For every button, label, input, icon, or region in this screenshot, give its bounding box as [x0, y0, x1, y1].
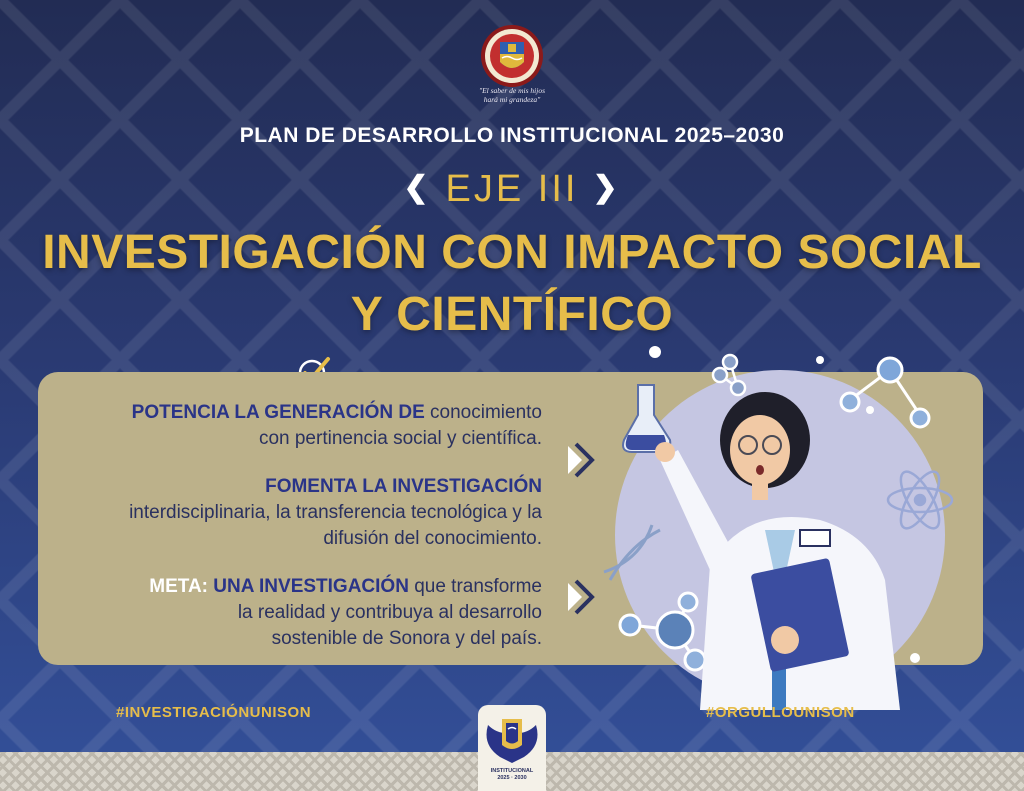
- university-seal-icon: [480, 24, 544, 88]
- item-1-line-2: con pertinencia social y científica.: [258, 428, 542, 449]
- item-investigacion: [42, 474, 542, 552]
- hashtag-orgullo: #ORGULLOUNISON: [706, 704, 855, 721]
- motto-line-1: "El saber de mis hijos: [478, 86, 546, 95]
- item-3-line-2: la realidad y contribuya al desarrollo: [237, 602, 542, 623]
- crest-label-line-2: 2025 · 2030: [497, 775, 527, 781]
- item-3-lead: UNA INVESTIGACIÓN: [213, 576, 409, 597]
- item-3-line-3: sostenible de Sonora y del país.: [271, 628, 542, 649]
- item-2-line-2: difusión del conocimiento.: [323, 528, 542, 549]
- main-title-line-1: INVESTIGACIÓN CON IMPACTO SOCIAL: [42, 226, 982, 279]
- scientist-illustration: [580, 340, 980, 710]
- crest-label: [478, 768, 546, 782]
- eje-label: EJE III: [445, 168, 579, 210]
- item-2-line-1: interdisciplinaria, la transferencia tecnológica y la: [129, 502, 542, 523]
- crest-label-line-1: INSTITUCIONAL: [490, 768, 534, 774]
- eje-heading: [0, 168, 1024, 211]
- item-1-lead: POTENCIA LA GENERACIÓN DE: [131, 402, 425, 423]
- item-meta: [42, 574, 542, 652]
- bubble: [649, 346, 661, 358]
- name-badge: [800, 530, 830, 546]
- item-3-line-1: que transforme: [414, 576, 542, 597]
- motto-line-2: hará mi grandeza": [483, 95, 541, 104]
- university-motto: [452, 86, 572, 104]
- pdi-crest-icon: [478, 705, 546, 767]
- bubble: [816, 356, 824, 364]
- chevron-left-icon: ❮: [403, 171, 432, 204]
- meta-label: META:: [149, 576, 208, 597]
- item-generacion: [42, 400, 542, 452]
- hand: [655, 442, 675, 462]
- item-2-lead: FOMENTA LA INVESTIGACIÓN: [265, 476, 542, 497]
- hashtag-investigacion: #INVESTIGACIÓNUNISON: [116, 704, 312, 721]
- chevron-right-icon: ❯: [592, 171, 621, 204]
- plan-title: PLAN DE DESARROLLO INSTITUCIONAL 2025–2030: [239, 124, 785, 147]
- main-title: [0, 222, 1024, 346]
- main-title-line-2: Y CIENTÍFICO: [350, 288, 674, 341]
- item-1-line-1: conocimiento: [430, 402, 542, 423]
